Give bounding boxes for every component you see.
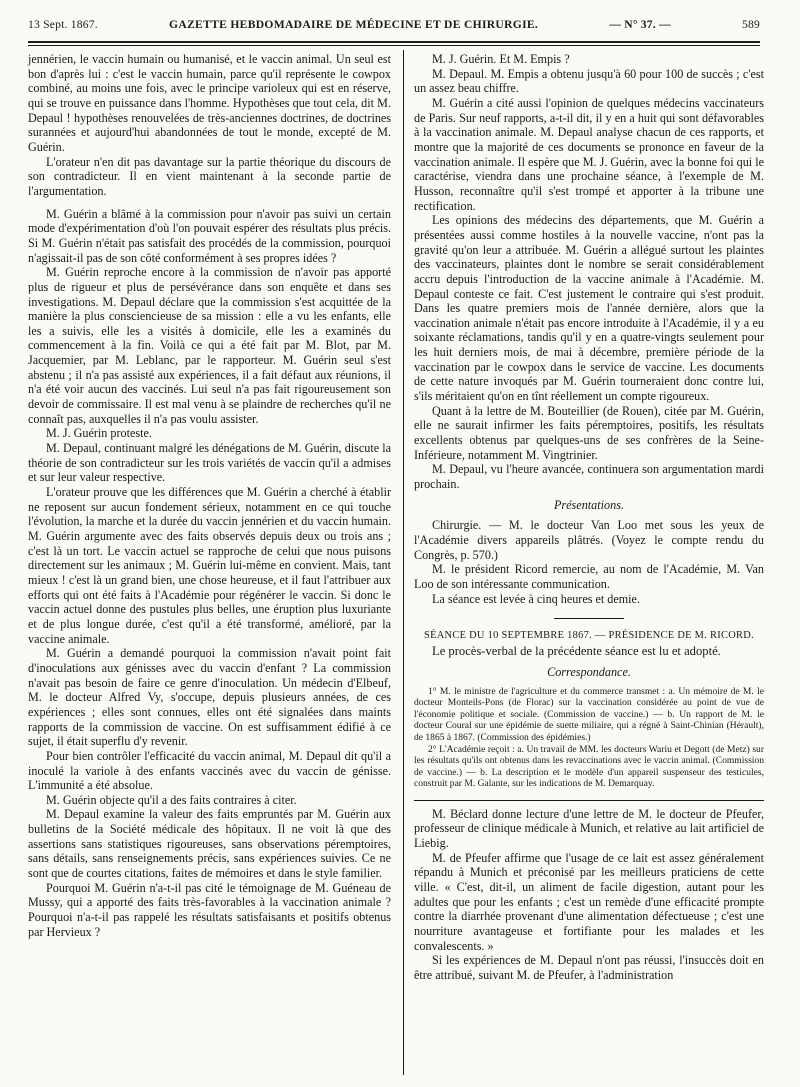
paragraph: Pour bien contrôler l'efficacité du vaccin animal, M. Depaul dit qu'il a inoculé la variole à des enfants vaccinés avec du vaccin de génisse. L'immunité a été absolue. <box>28 748 391 793</box>
section-rule <box>414 800 764 801</box>
correspondance-item: 2° L'Académie reçoit : a. Un travail de MM. les docteurs Wariu et Degott (de Metz) sur les résultats qu'ils ont obtenus dans les revaccinations avec le vaccin animal. (Commission de vaccine.) — b. La description et le modèle d'un appareil suspenseur des testicules, construit par M. Galante, sur les indications de M. Demarquay. <box>414 743 764 790</box>
paragraph: M. Guérin objecte qu'il a des faits contraires à citer. <box>46 792 297 807</box>
paragraph: jennérien, le vaccin humain ou humanisé, et le vaccin animal. Un seul est bon d'après lui : c'est le vaccin humain, parce qu'il représente le cowpox combiné, au moins une fois, avec le principe varioleux qui est en réserve, qui se trouve en puissance dans l'homme. Hypothèses que tout cela, dit M. Depaul ! hypothèses renouvelées de très-anciennes doctrines, de doctrines surannées et aujourd'hui abandonnées de tout le monde, excepté de M. Guérin. <box>28 52 391 154</box>
paragraph: L'orateur n'en dit pas davantage sur la partie théorique du discours de son contradicteur. Il en vient maintenant à la seconde partie de l'argumentation. <box>28 154 391 198</box>
header-date: 13 Sept. 1867. <box>28 18 98 31</box>
paragraph: M. Guérin reproche encore à la commission de n'avoir pas apporté plus de rigueur et plus de persévérance dans son enquête et dans ses investigations. M. Depaul déclare que la commission s'est acquittée de la manière la plus consciencieuse de sa mission : elle a vu les enfants, elle les a suivis, elle les a visités à domicile, elle les a examinés du commencement à la fin. Voilà ce qui a été fait par M. Blot, par M. Jacquemier, par M. Leblanc, par le rapporteur. M. Guérin seul s'est abstenu ; il n'a pas assisté aux expériences, il a fait défaut aux réunions, il n'a été voir aucun des vaccinés. Lui seul n'a pas fait rigoureusement son devoir de commissaire. Il est mal venu à se plaindre de recherches qu'il ne connaît pas, auxquelles il n'a pas voulu assister. <box>28 265 391 426</box>
correspondance-heading: Correspondance. <box>547 665 631 680</box>
paragraph: M. le président Ricord remercie, au nom de l'Académie, M. Van Loo de son intéressante communication. <box>414 562 764 591</box>
paragraph: Quant à la lettre de M. Bouteillier (de Rouen), citée par M. Guérin, elle ne saurait infirmer les faits péremptoires, positifs, les résultats excellents obtenus par quelques-uns de ses confrères de la Seine-Inférieure, notamment M. Vingtrinier. <box>414 403 764 462</box>
proces-verbal: Le procès-verbal de la précédente séance est lu et adopté. <box>432 643 721 658</box>
paragraph: M. Guérin a blâmé à la commission pour n'avoir pas suivi un certain mode d'expérimentation d'où l'on pouvait espérer des résultats plus précis. Si M. Guérin n'était pas satisfait des procédés de la commission, pourquoi n'agissait-il pas de son côté conformément à ses propres idées ? <box>28 206 391 265</box>
paragraph: M. J. Guérin proteste. <box>46 426 152 441</box>
correspondance-list <box>414 686 764 790</box>
correspondance-item: 1° M. le ministre de l'agriculture et du commerce transmet : a. Un mémoire de M. le docteur Monteils-Pons (de Florac) sur la vaccination considérée au point de vue de l'économie politique et sociale. (Commission de vaccine.) — b. Un rapport de M. le docteur Coural sur une épidémie de suette miliaire, qui a régné à Saint-Chinian (Hérault), de 1865 à 1867. (Commission des épidémies.) <box>414 685 764 743</box>
paragraph: M. Depaul, continuant malgré les dénégations de M. Guérin, discute la théorie de son contradicteur sur les trois variétés de vaccin qu'il a admises et sur leur valeur respective. <box>28 441 391 485</box>
right-column <box>414 52 764 983</box>
paragraph: La séance est levée à cinq heures et demie. <box>432 591 640 606</box>
paragraph: Si les expériences de M. Depaul n'ont pas réussi, l'insuccès doit en être attribué, suivant M. de Pfeufer, à l'administration <box>414 953 764 982</box>
session-heading: SÉANCE DU 10 SEPTEMBRE 1867. — PRÉSIDENCE DE M. RICORD. <box>424 630 754 642</box>
issue-number: — N° 37. — <box>609 18 671 31</box>
paragraph: M. Depaul. M. Empis a obtenu jusqu'à 60 pour 100 de succès ; c'est un assez beau chiffre. <box>414 66 764 96</box>
paragraph: M. Guérin a demandé pourquoi la commission n'avait point fait d'inoculations aux génisses avec du vaccin d'enfant ? La commission n'avait pas besoin de faire ce genre d'inoculation. Un médecin d'Elbeuf, M. le docteur Alfred Vy, s'occupe, depuis plusieurs années, de ces expériences ; elles sont connues, elles ont été signalées dans maints rapports de la commission de vaccine. On est suffisamment édifié à ce sujet, il était superflu d'y revenir. <box>28 646 391 749</box>
column-separator <box>403 50 404 1075</box>
paragraph: M. Depaul examine la valeur des faits empruntés par M. Guérin aux bulletins de la Société médicale des hôpitaux. Il ne voit là que des assertions sans statistiques rigoureuses, sans observations péremptoires, sans détails, sans renseignements précis, sans expériences suivies. Ce ne sont que de courtes citations, faites de mémoires et dans le style familier. <box>28 807 391 881</box>
paragraph: Pourquoi M. Guérin n'a-t-il pas cité le témoignage de M. Guéneau de Mussy, qui a apporté des faits très-favorables à la vaccination animale ? Pourquoi n'a-t-il pas rappelé les résultats satisfaisants et positifs obtenus par Hervieux ? <box>28 880 391 939</box>
paragraph: Chirurgie. — M. le docteur Van Loo met sous les yeux de l'Académie divers appareils plâtrés. (Voyez le compte rendu du Congrès, p. 570.) <box>414 518 764 562</box>
paragraph: M. Guérin a cité aussi l'opinion de quelques médecins vaccinateurs de Paris. Sur neuf rapports, a-t-il dit, il y en a huit qui sont défavorables à la vaccination animale. M. Depaul analyse chacun de ces rapports, et montre que la majorité de ces documents se prononce en faveur de la vaccination animale. Il espère que M. J. Guérin, avec la bonne foi qui le caractérise, viendra dans une prochaine séance, à l'exemple de M. Husson, reconnaître qu'il s'est trompé et apporter à la tribune une rectification. <box>414 95 764 213</box>
header-rule-thin <box>28 45 760 46</box>
paragraph: M. J. Guérin. Et M. Empis ? <box>432 52 570 66</box>
header-rule <box>28 41 760 43</box>
paragraph: M. Béclard donne lecture d'une lettre de M. le docteur de Pfeufer, professeur de clinique médicale à Munich, et relative au lait artificiel de Liebig. <box>414 806 764 851</box>
paragraph: M. Depaul, vu l'heure avancée, continuera son argumentation mardi prochain. <box>414 462 764 492</box>
section-divider <box>554 618 624 619</box>
running-header <box>28 18 760 40</box>
left-column <box>28 52 391 939</box>
presentations-heading: Présentations. <box>553 497 625 512</box>
paragraph: Les opinions des médecins des départements, que M. Guérin a présentées aussi comme hostiles à la nouvelle vaccine, n'ont pas la gravité qu'on leur a attribuée. M. Guérin a allégué surtout les plaintes des vaccinateurs, plaintes dont le nombre se serait considérablement accru depuis l'introduction de la vaccine animale à l'Académie. M. Depaul conteste ce fait. C'est justement le contraire qui s'est produit. Dans les quatre premiers mois de l'année dernière, alors que la vaccination animale n'était pas encore introduite à l'Académie, il y a eu soixante réclamations, tandis qu'il y en a quatre-vingts seulement pour les huit derniers mois, de mai à décembre, première période de la vaccination par le cowpox dans le service de vaccine. Les documents de cette nature invoqués par M. Guérin tourneraient donc contre lui, s'ils méritaient qu'on en tînt réellement un compte rigoureux. <box>414 213 764 404</box>
page-number: 589 <box>741 18 760 31</box>
journal-title: GAZETTE HEBDOMADAIRE DE MÉDECINE ET DE CHIRURGIE. <box>169 18 539 31</box>
paragraph: L'orateur prouve que les différences que M. Guérin a cherché à établir ne reposent sur aucun fondement sérieux, notamment en ce qui touche l'évolution, la marche et la durée du vaccin jennérien et du vaccin humain. M. Guérin argumente avec des faits observés depuis deux ou trois ans ; c'est là un tort. Le vaccin actuel se rapproche de celui que nous puisons directement sur les animaux ; M. Guérin lui-même en convient. Mais, tant mieux ! c'est là un grand bien, une chose heureuse, et il faut l'attribuer aux efforts qui ont été faits à l'Académie pour régénérer le vaccin. Si donc le vaccin actuel donne des pustules plus belles, une éruption plus luxuriante et de plus longue durée, c'est qu'il a été transformé, amélioré, par la vaccine animale. <box>28 485 391 646</box>
paragraph: M. de Pfeufer affirme que l'usage de ce lait est assez généralement répandu à Munich et préconisé par les meilleurs praticiens de cette ville. « C'est, dit-il, un aliment de facile digestion, autant pour les adultes que pour les enfants ; c'est un remède d'une efficacité prompte contre la diarrhée provenant d'une alimentation défectueuse ; c'est une nourriture avantageuse et fortifiante pour les malades et les convalescents. » <box>414 850 764 953</box>
